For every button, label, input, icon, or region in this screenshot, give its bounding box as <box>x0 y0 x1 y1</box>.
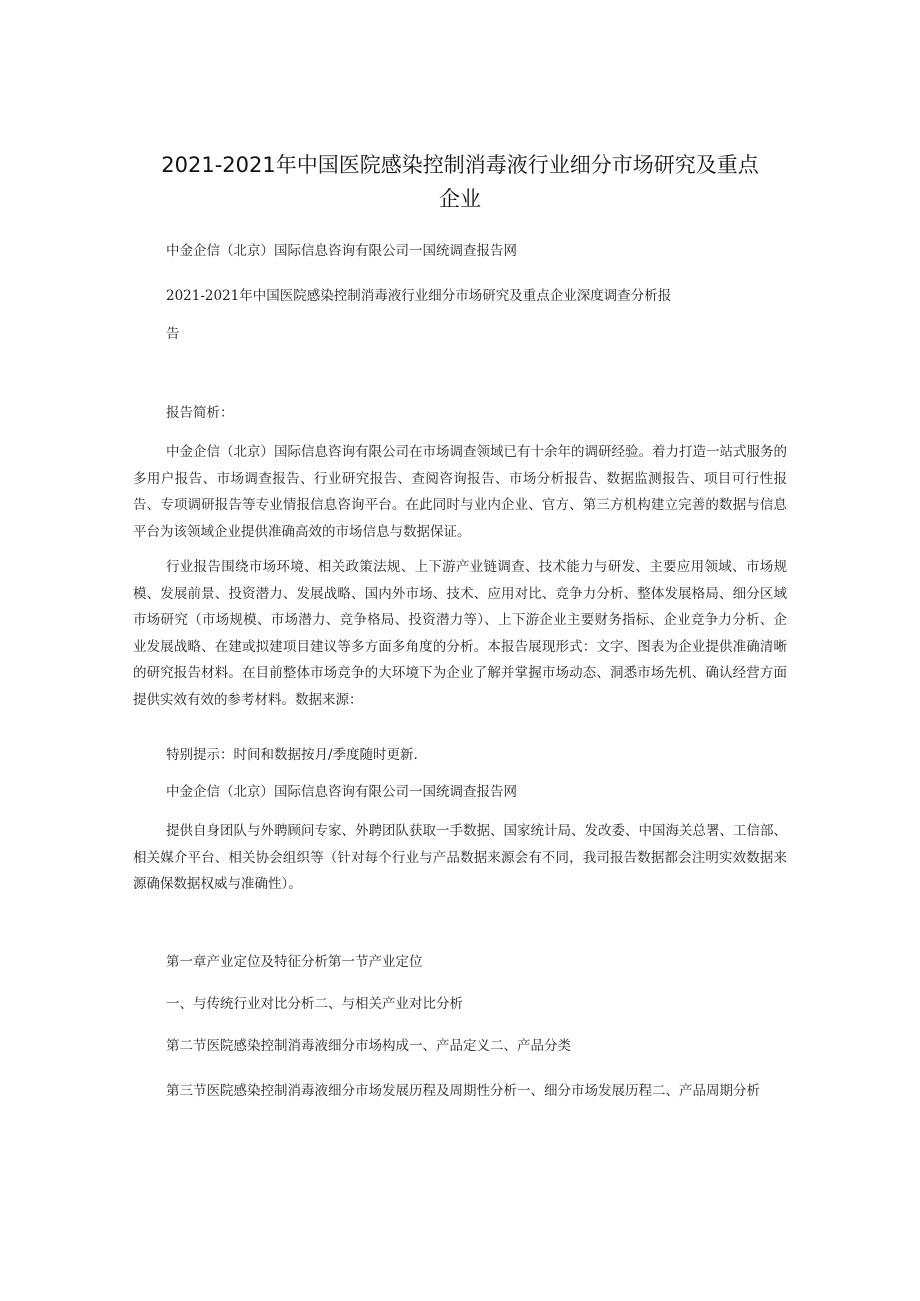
special-note: 特别提示：时间和数据按月/季度随时更新. <box>166 747 418 763</box>
document-title-line-1: 2021-2021年中国医院感染控制消毒液行业细分市场研究及重点 <box>161 153 759 177</box>
report-name-line-2: 告 <box>166 326 180 342</box>
toc-line-1: 第一章产业定位及特征分析第一节产业定位 <box>166 954 423 970</box>
report-name-line-1: 2021-2021年中国医院感染控制消毒液行业细分市场研究及重点企业深度调查分析报 <box>166 288 672 304</box>
document-title-line-2: 企业 <box>439 187 481 211</box>
intro-paragraph: 中金企信（北京）国际信息咨询有限公司在市场调查领域已有十余年的调研经验。着力打造一站式服务的多用户报告、市场调查报告、行业研究报告、查阅咨询报告、市场分析报告、数据监测报告、项目可行性报告、专项调研报告等专业情报信息咨询平台。在此同时与业内企业、官方、第三方机构建立完善的数据与信息平台为该领域企业提供准确高效的市场信息与数据保证。 <box>133 444 787 540</box>
scope-paragraph: 行业报告围绕市场环境、相关政策法规、上下游产业链调查、技术能力与研发、主要应用领域、市场规模、发展前景、投资潜力、发展战略、国内外市场、技术、应用对比、竞争力分析、整体发展格局、细分区域市场研究（市场规模、市场潜力、竞争格局、投资潜力等）、上下游企业主要财务指标、企业竞争力分析、企业发展战略、在建或拟建项目建议等多方面多角度的分析。本报告展现形式：文字、图表为企业提供准确清晰的研究报告材料。在目前整体市场竞争的大环境下为企业了解并掌握市场动态、洞悉市场先机、确认经营方面提供实效有效的参考材料。数据来源： <box>133 559 787 708</box>
toc-line-4: 第三节医院感染控制消毒液细分市场发展历程及周期性分析一、细分市场发展历程二、产品周期分析 <box>166 1083 760 1099</box>
publisher-line-repeat: 中金企信（北京）国际信息咨询有限公司一国统调查报告网 <box>166 784 517 800</box>
summary-heading: 报告简析： <box>166 405 234 421</box>
publisher-line: 中金企信（北京）国际信息咨询有限公司一国统调查报告网 <box>166 243 517 259</box>
toc-line-3: 第二节医院感染控制消毒液细分市场构成一、产品定义二、产品分类 <box>166 1038 571 1054</box>
toc-line-2: 一、与传统行业对比分析二、与相关产业对比分析 <box>166 996 463 1012</box>
sources-paragraph: 提供自身团队与外聘顾问专家、外聘团队获取一手数据、国家统计局、发改委、中国海关总署、工信部、相关媒介平台、相关协会组织等（针对每个行业与产品数据来源会有不同，我司报告数据都会注明实效数据来源确保数据权威与准确性）。 <box>133 823 787 892</box>
